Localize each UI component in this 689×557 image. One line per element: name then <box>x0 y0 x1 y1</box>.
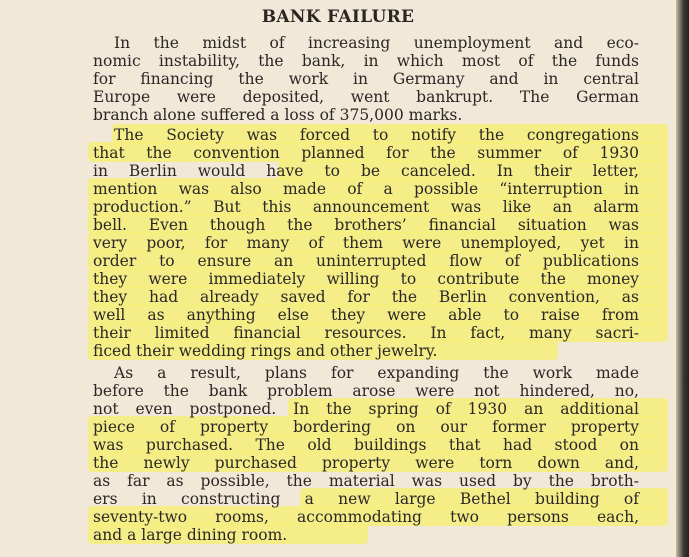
text-line: branch alone suffered a loss of 375,000 marks. <box>93 106 463 124</box>
text-line: As a result, plans for expanding the work made <box>114 364 639 382</box>
text-line: the newly purchased property were torn down and, <box>93 454 639 472</box>
text-line: order to ensure an uninterrupted flow of publications <box>93 252 639 270</box>
text-line: Europe were deposited, went bankrupt. The German <box>93 88 639 106</box>
text-line: ficed their wedding rings and other jewelry. <box>93 342 438 360</box>
page-edge-shadow <box>676 0 689 557</box>
text-line: in Berlin would have to be canceled. In their letter, <box>93 162 639 180</box>
text-line: seventy-two rooms, accommodating two persons each, <box>93 508 639 526</box>
text-line: In the midst of increasing unemployment and eco- <box>114 34 639 52</box>
text-line: their limited financial resources. In fact, many sacri- <box>93 324 639 342</box>
text-line: very poor, for many of them were unemployed, yet in <box>93 234 639 252</box>
text-line: that the convention planned for the summer of 1930 <box>93 144 639 162</box>
text-line: well as anything else they were able to raise from <box>93 306 639 324</box>
text-line: for financing the work in Germany and in central <box>93 70 639 88</box>
text-line: they had already saved for the Berlin convention, as <box>93 288 639 306</box>
text-line: was purchased. The old buildings that had stood on <box>93 436 639 454</box>
text-line: not even postponed. In the spring of 1930 an additional <box>93 400 639 418</box>
text-line: mention was also made of a possible “interruption in <box>93 180 639 198</box>
text-line: as far as possible, the material was used by the broth- <box>93 472 639 490</box>
text-line: production.” But this announcement was like an alarm <box>93 198 639 216</box>
text-line: bell. Even though the brothers’ financial situation was <box>93 216 639 234</box>
text-line: they were immediately willing to contribute the money <box>93 270 639 288</box>
text-line: The Society was forced to notify the congregations <box>114 126 639 144</box>
text-line: nomic instability, the bank, in which most of the funds <box>93 52 639 70</box>
text-line: and a large dining room. <box>93 526 288 544</box>
text-line: before the bank problem arose were not hindered, no, <box>93 382 639 400</box>
text-line: ers in constructing a new large Bethel building of <box>93 490 639 508</box>
text-line: piece of property bordering on our former property <box>93 418 639 436</box>
article-heading: BANK FAILURE <box>261 7 415 27</box>
